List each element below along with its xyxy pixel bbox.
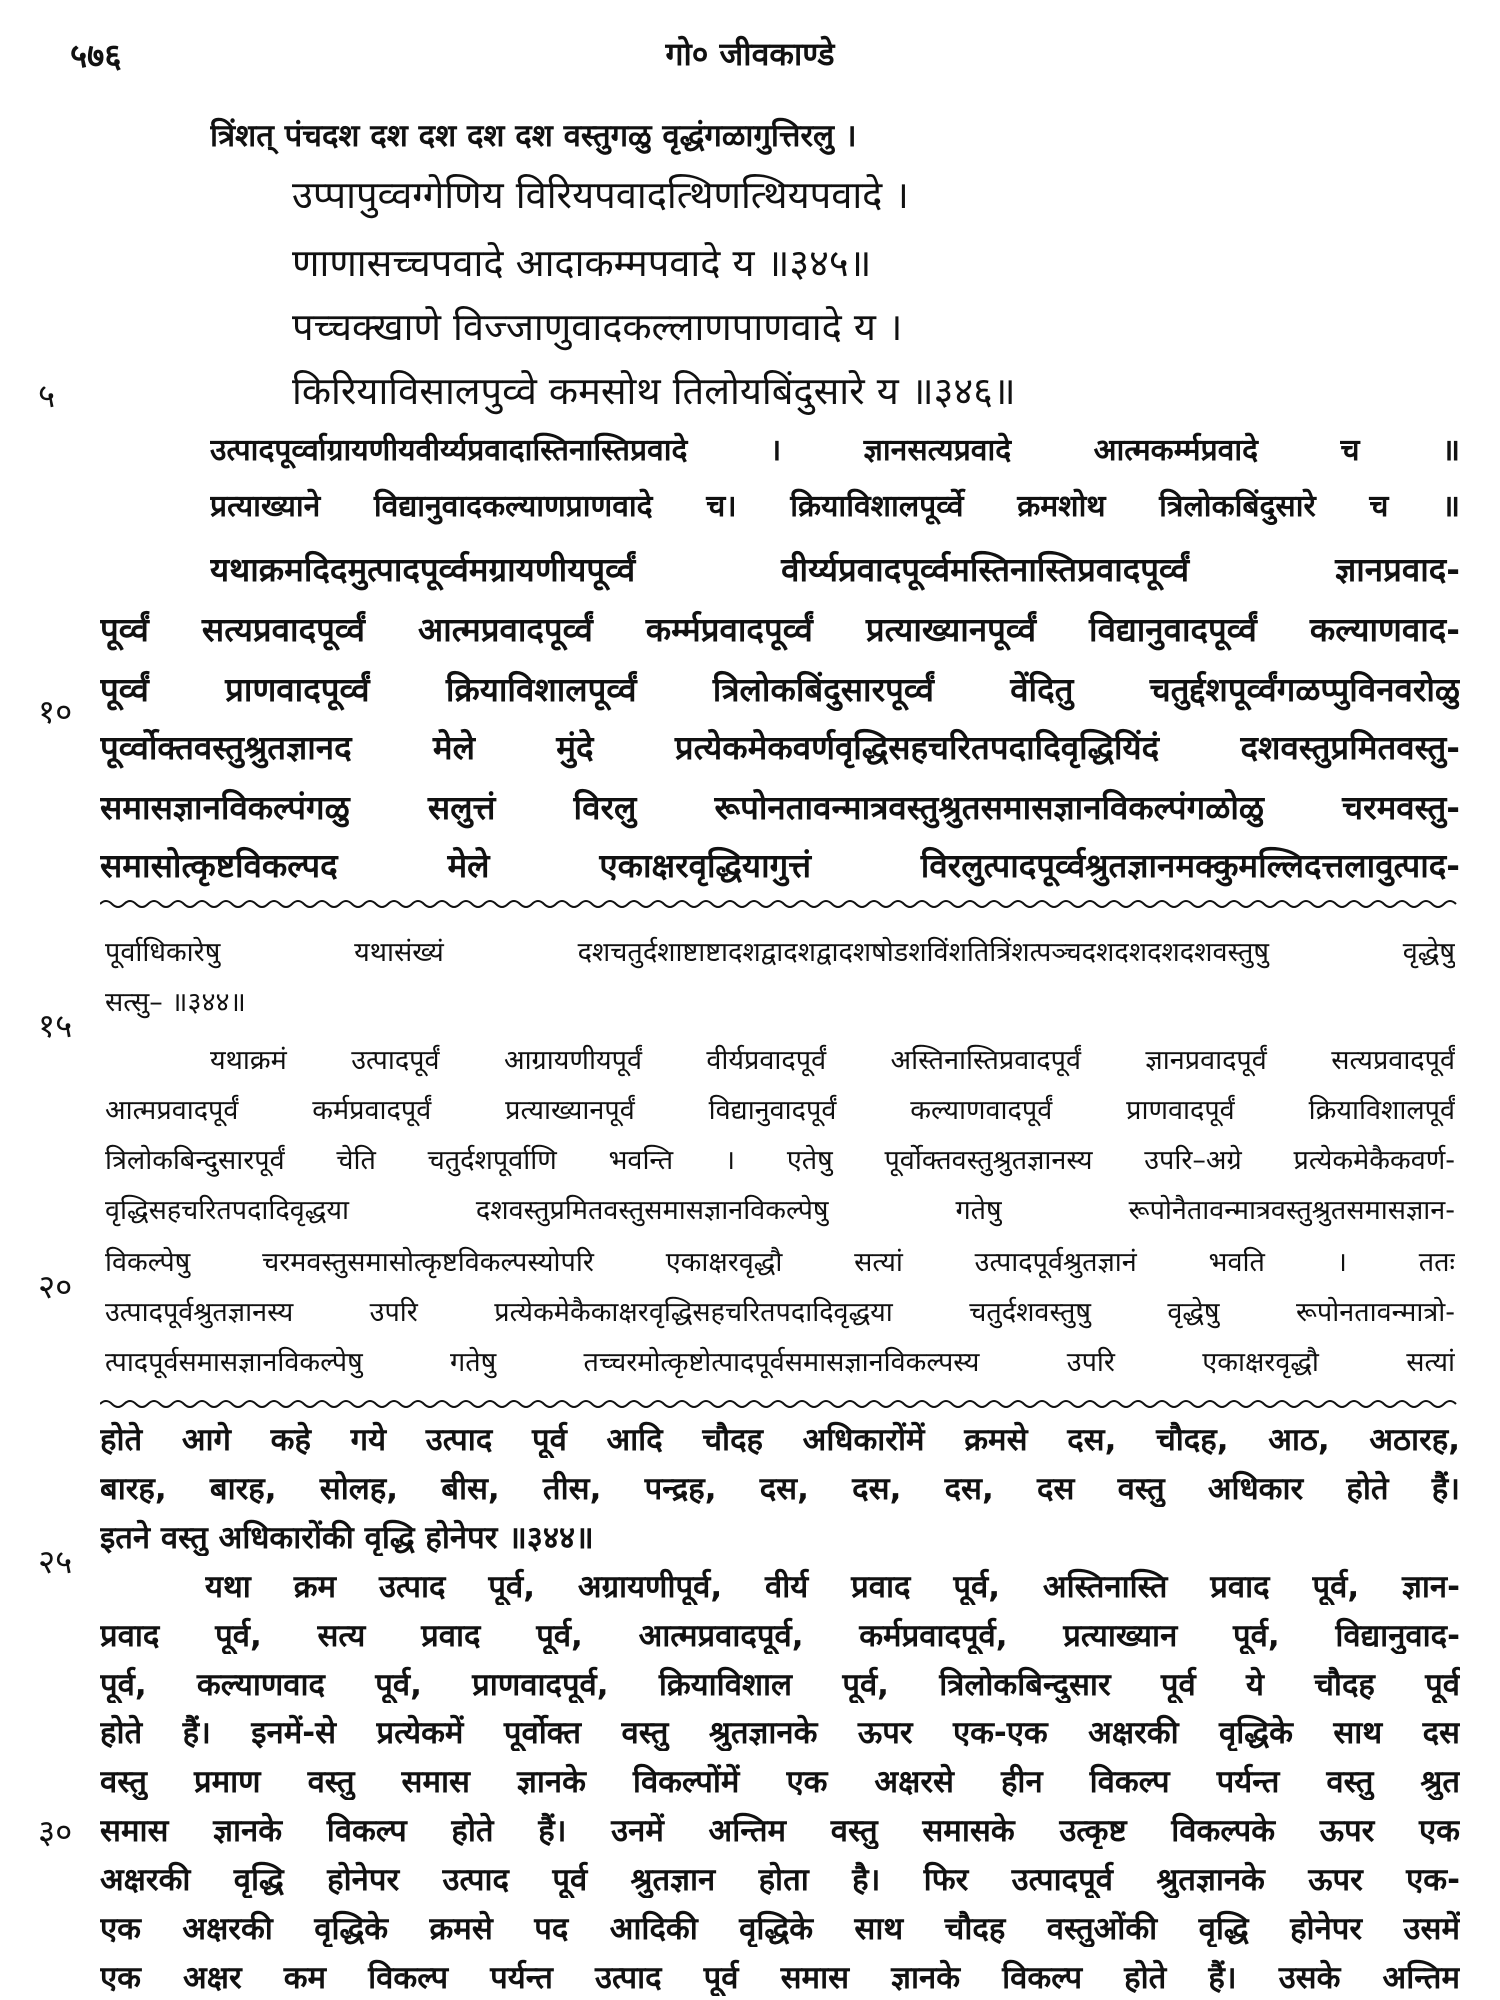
- hindi-translation-line: समास ज्ञानके विकल्प होते हैं। उनमें अन्तिम वस्तु समासके उत्कृष्ट विकल्पके ऊपर एक: [100, 1813, 1460, 1850]
- hindi-translation-line: यथा क्रम उत्पाद पूर्व, अग्रायणीपूर्व, वीर्य प्रवाद पूर्व, अस्तिनास्ति प्रवाद पूर्व, ज्ञान-: [205, 1568, 1460, 1605]
- verse-line: णाणासच्चपवादे आदाकम्मपवादे य ॥३४५॥: [292, 241, 872, 285]
- hindi-translation-line: अक्षरकी वृद्धि होनेपर उत्पाद पूर्व श्रुतज्ञान होता है। फिर उत्पादपूर्व श्रुतज्ञानके ऊपर एक-: [100, 1862, 1460, 1899]
- sanskrit-commentary-line: यथाक्रमं उत्पादपूर्वं आग्रायणीयपूर्वं वीर्यप्रवादपूर्वं अस्तिनास्तिप्रवादपूर्वं ज्ञानप्रवादपूर्वं सत्यप्रवादपूर्वं: [210, 1045, 1455, 1076]
- hindi-translation-line: पूर्व, कल्याणवाद पूर्व, प्राणवादपूर्व, क्रियाविशाल पूर्व, त्रिलोकबिन्दुसार पूर्व ये चौदह पूर्व: [100, 1666, 1460, 1703]
- section-divider: [100, 896, 1460, 912]
- kannada-intro-line: त्रिंशत् पंचदश दश दश दश दश वस्तुगळु वृद्धंगळागुत्तिरलु ।: [210, 118, 857, 154]
- verse-line: किरियाविसालपुव्वे कमसोथ तिलोयबिंदुसारे य ॥३४६॥: [292, 369, 1016, 413]
- kannada-commentary-line: पूर्व्वं प्राणवादपूर्व्वं क्रियाविशालपूर्व्वं त्रिलोकबिंदुसारपूर्व्वं वेंदितु चतुर्द्दशपूर्व्वंगळप्पुविनवरोळु: [100, 670, 1460, 709]
- hindi-translation-line: प्रवाद पूर्व, सत्य प्रवाद पूर्व, आत्मप्रवादपूर्व, कर्मप्रवादपूर्व, प्रत्याख्यान पूर्व, विद्यानुवाद-: [100, 1617, 1460, 1654]
- kannada-commentary-line: यथाक्रमदिदमुत्पादपूर्व्वमग्रायणीयपूर्व्वं वीर्य्यप्रवादपूर्व्वमस्तिनास्तिप्रवादपूर्व्वं ज्ञानप्रवाद-: [210, 550, 1460, 589]
- margin-line-number: ३०: [38, 1812, 73, 1851]
- sanskrit-commentary-line: सत्सु– ॥३४४॥: [105, 987, 246, 1018]
- hindi-translation-line: एक अक्षरकी वृद्धिके क्रमसे पद आदिकी वृद्धिके साथ चौदह वस्तुओंकी वृद्धि होनेपर उसमें: [100, 1911, 1460, 1948]
- sanskrit-commentary-line: पूर्वाधिकारेषु यथासंख्यं दशचतुर्दशाष्टाष्टादशद्वादशद्वादशषोडशविंशतित्रिंशत्पञ्चदशदशदशदशवस्तुषु वृद्धेषु: [105, 937, 1455, 968]
- margin-line-number: २५: [38, 1542, 73, 1581]
- kannada-commentary-line: पूर्व्वोक्तवस्तुश्रुतज्ञानद मेले मुंदे प्रत्येकमेकवर्णवृद्धिसहचरितपदादिवृद्धियिंदं दशवस्तुप्रमितवस्तु-: [100, 728, 1460, 767]
- margin-line-number: ५: [38, 376, 56, 415]
- kannada-commentary-line: पूर्व्वं सत्यप्रवादपूर्व्वं आत्मप्रवादपूर्व्वं कर्म्मप्रवादपूर्व्वं प्रत्याख्यानपूर्व्वं विद्यानुवादपूर्व्वं कल्याणवाद-: [100, 610, 1460, 649]
- hindi-translation-line: एक अक्षर कम विकल्प पर्यन्त उत्पाद पूर्व समास ज्ञानके विकल्प होते हैं। उसके अन्तिम: [100, 1960, 1460, 1996]
- margin-line-number: १०: [38, 692, 73, 731]
- kannada-commentary-line: समासोत्कृष्टविकल्पद मेले एकाक्षरवृद्धियागुत्तं विरलुत्पादपूर्व्वश्रुतज्ञानमक्कुमल्लिदत्तलावुत्पाद-: [100, 846, 1460, 885]
- running-title: गो० जीवकाण्डे: [665, 35, 835, 73]
- chhaya-line: प्रत्याख्याने विद्यानुवादकल्याणप्राणवादे च। क्रियाविशालपूर्व्वे क्रमशोथ त्रिलोकबिंदुसारे च ॥: [210, 489, 1460, 524]
- page-number: ५७६: [70, 36, 122, 75]
- hindi-translation-line: होते हैं। इनमें-से प्रत्येकमें पूर्वोक्त वस्तु श्रुतज्ञानके ऊपर एक-एक अक्षरकी वृद्धिके साथ दस: [100, 1715, 1460, 1752]
- verse-line: पच्चक्खाणे विज्जाणुवादकल्लाणपाणवादे य ।: [292, 305, 903, 349]
- sanskrit-commentary-line: त्पादपूर्वसमासज्ञानविकल्पेषु गतेषु तच्चरमोत्कृष्टोत्पादपूर्वसमासज्ञानविकल्पस्य उपरि एकाक्षरवृद्धौ सत्यां: [105, 1347, 1455, 1378]
- hindi-translation-line: होते आगे कहे गये उत्पाद पूर्व आदि चौदह अधिकारोंमें क्रमसे दस, चौदह, आठ, अठारह,: [100, 1422, 1460, 1458]
- sanskrit-commentary-line: विकल्पेषु चरमवस्तुसमासोत्कृष्टविकल्पस्योपरि एकाक्षरवृद्धौ सत्यां उत्पादपूर्वश्रुतज्ञानं भवति । ततः: [105, 1247, 1455, 1278]
- hindi-translation-line: वस्तु प्रमाण वस्तु समास ज्ञानके विकल्पोंमें एक अक्षरसे हीन विकल्प पर्यन्त वस्तु श्रुत: [100, 1764, 1460, 1801]
- margin-line-number: १५: [38, 1006, 73, 1045]
- verse-line: उप्पापुव्वग्गेणिय विरियपवादत्थिणत्थियपवादे ।: [292, 173, 909, 217]
- sanskrit-commentary-line: आत्मप्रवादपूर्वं कर्मप्रवादपूर्वं प्रत्याख्यानपूर्वं विद्यानुवादपूर्वं कल्याणवादपूर्वं प्राणवादपूर्वं क्रियाविशालपूर्वं: [105, 1095, 1455, 1126]
- hindi-translation-line: बारह, बारह, सोलह, बीस, तीस, पन्द्रह, दस, दस, दस, दस वस्तु अधिकार होते हैं।: [100, 1470, 1460, 1507]
- sanskrit-commentary-line: वृद्धिसहचरितपदादिवृद्धया दशवस्तुप्रमितवस्तुसमासज्ञानविकल्पेषु गतेषु रूपोनैतावन्मात्रवस्तुश्रुतसमासज्ञान-: [105, 1195, 1455, 1226]
- kannada-commentary-line: समासज्ञानविकल्पंगळु सलुत्तं विरलु रूपोनतावन्मात्रवस्तुश्रुतसमासज्ञानविकल्पंगळोळु चरमवस्तु-: [100, 788, 1460, 827]
- hindi-translation-line: इतने वस्तु अधिकारोंकी वृद्धि होनेपर ॥३४४॥: [100, 1519, 594, 1556]
- section-divider: [100, 1396, 1460, 1412]
- chhaya-line: उत्पादपूर्व्वाग्रायणीयवीर्य्यप्रवादास्तिनास्तिप्रवादे । ज्ञानसत्यप्रवादे आत्मकर्म्मप्रवादे च ॥: [210, 433, 1460, 468]
- sanskrit-commentary-line: उत्पादपूर्वश्रुतज्ञानस्य उपरि प्रत्येकमेकैकाक्षरवृद्धिसहचरितपदादिवृद्धया चतुर्दशवस्तुषु वृद्धेषु रूपोनतावन्मात्रो-: [105, 1297, 1455, 1328]
- sanskrit-commentary-line: त्रिलोकबिन्दुसारपूर्वं चेति चतुर्दशपूर्वाणि भवन्ति । एतेषु पूर्वोक्तवस्तुश्रुतज्ञानस्य उपरि–अग्रे प्रत्येकमेकैकवर्ण-: [105, 1145, 1455, 1176]
- page-header: [0, 28, 1500, 78]
- margin-line-number: २०: [38, 1267, 73, 1306]
